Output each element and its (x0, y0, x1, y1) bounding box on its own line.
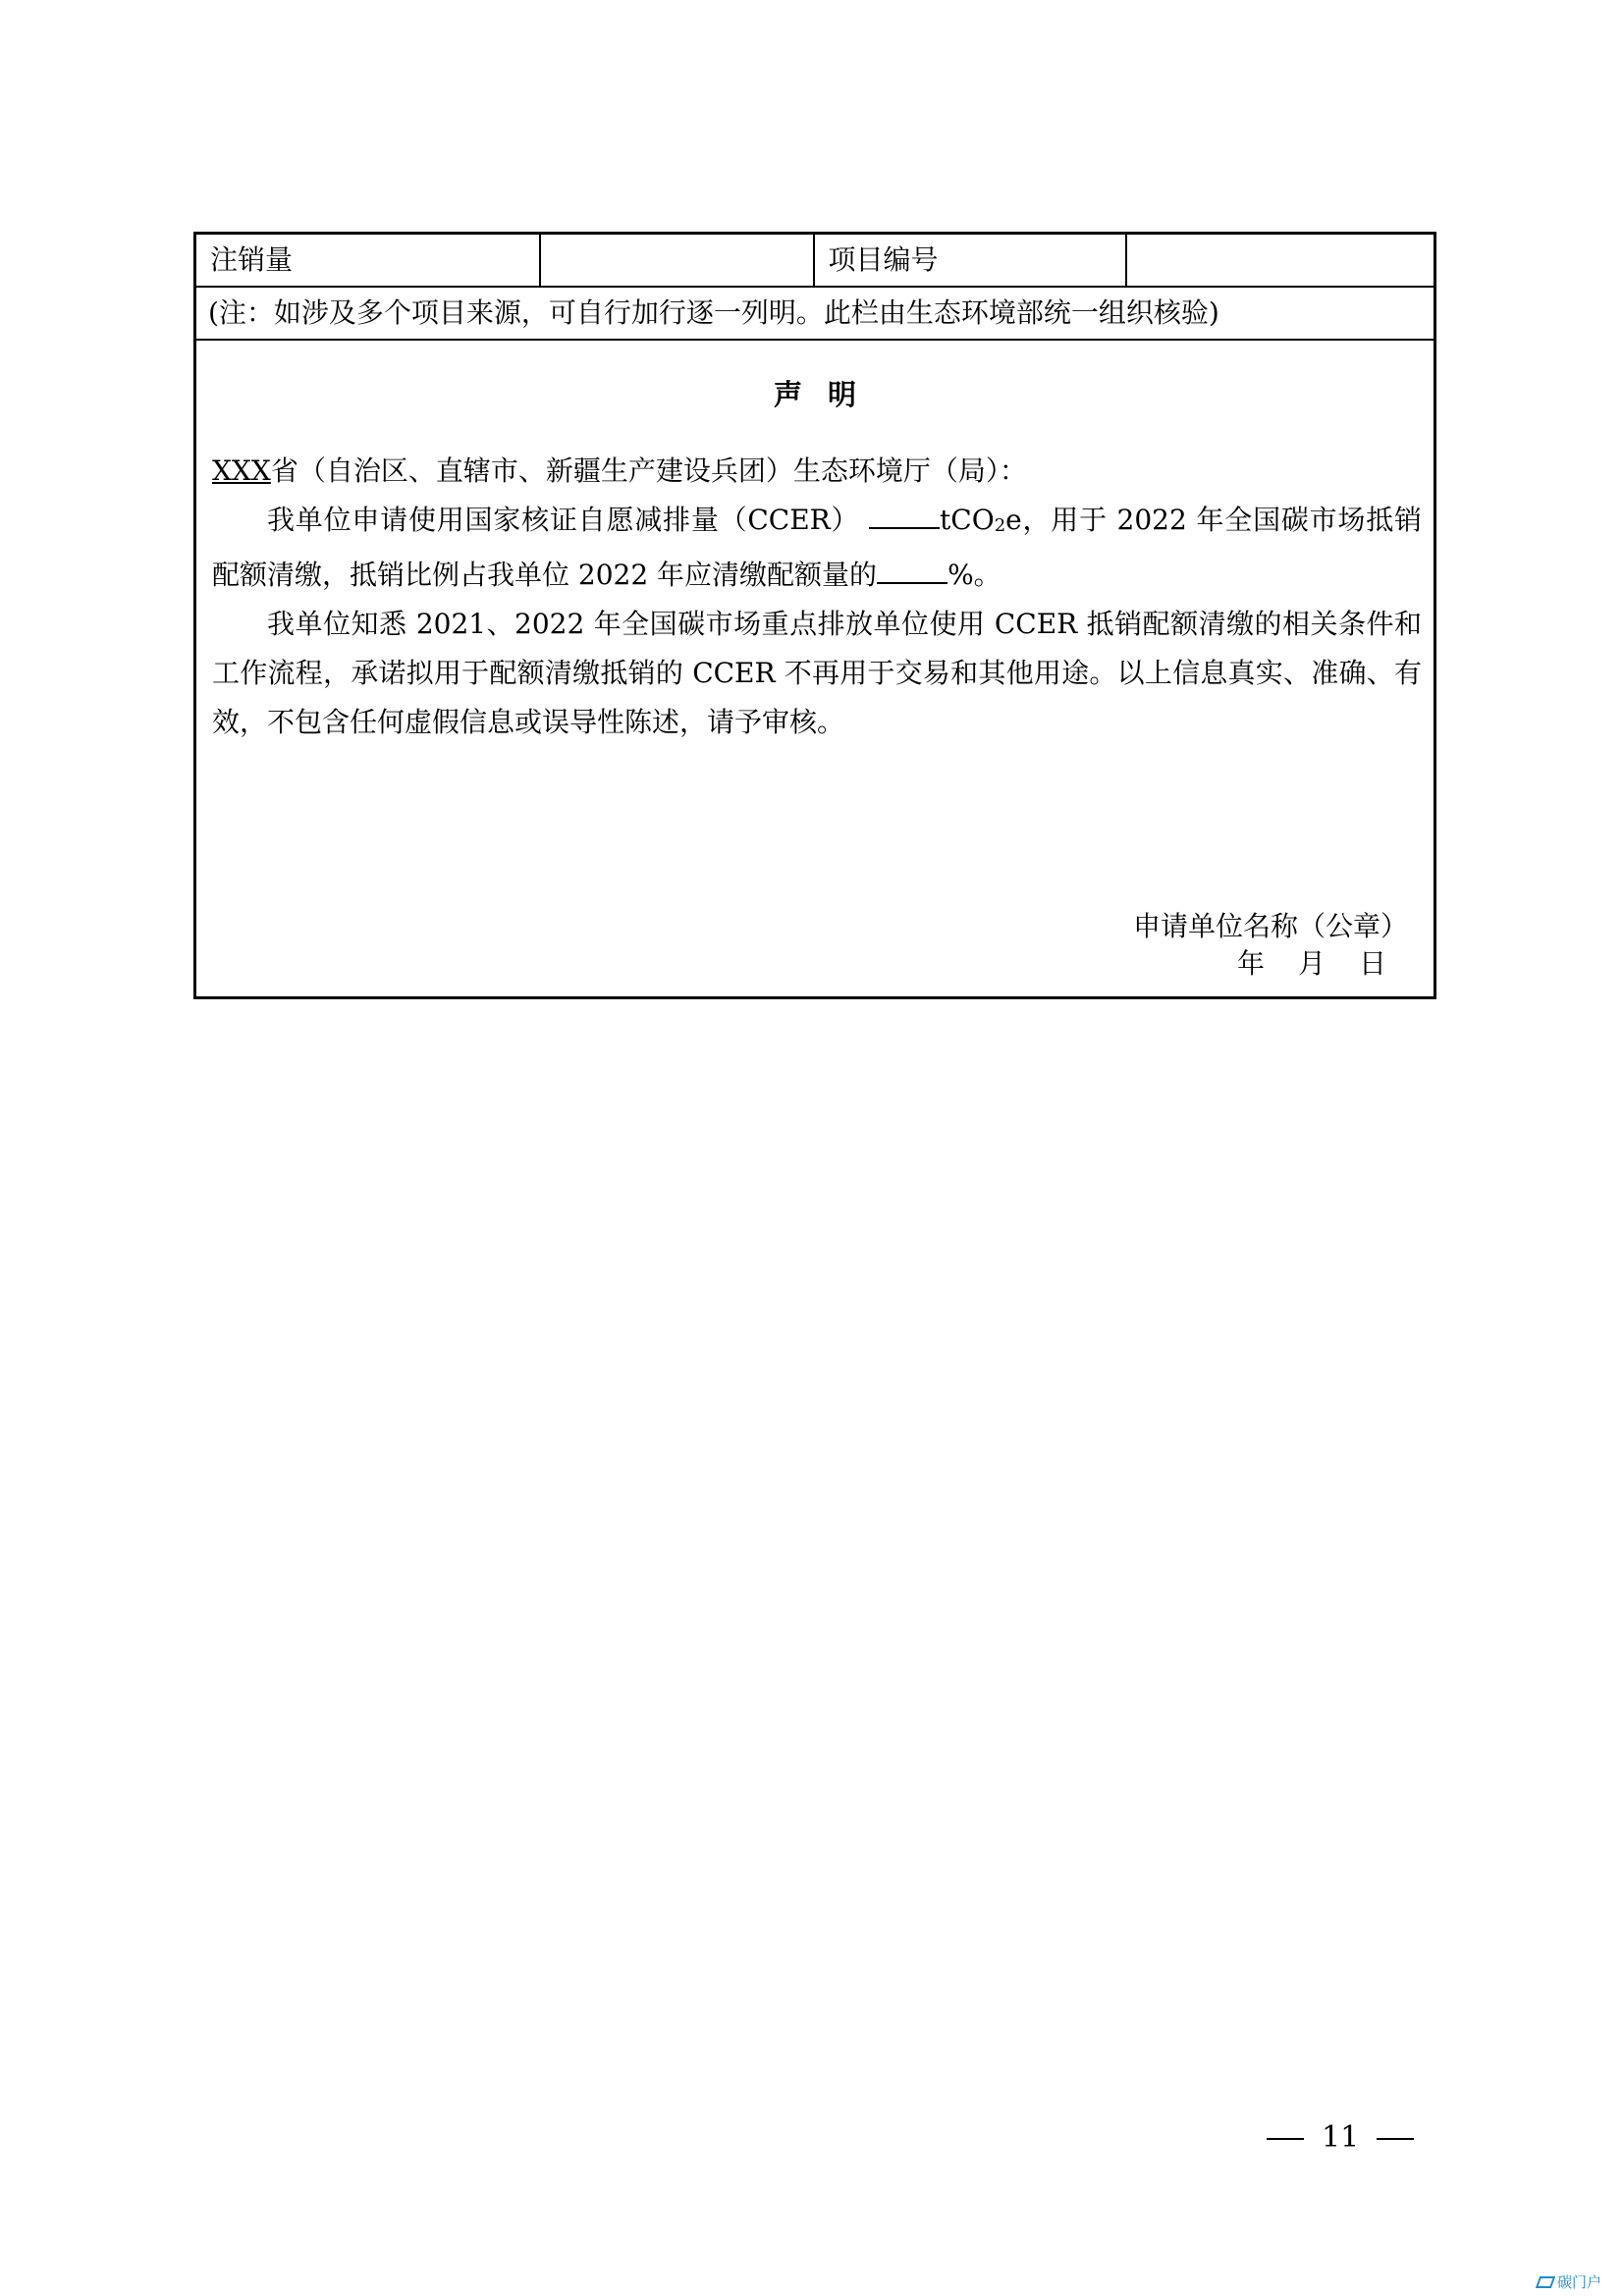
table-row (195, 340, 1435, 998)
unit-text: tCO (940, 504, 995, 536)
ccer-amount-blank[interactable] (869, 500, 940, 529)
paragraph-application-text-c: %。 (947, 559, 1001, 591)
signature-date (1133, 945, 1408, 983)
signature-block (1133, 908, 1408, 983)
signature-label: 申请单位名称（公章） (1132, 910, 1408, 942)
addressee-line (212, 447, 1422, 496)
table-row (195, 234, 1435, 288)
declaration-body (212, 447, 1422, 747)
date-day: 日 (1358, 947, 1386, 980)
cancel-amount-label: 注销量 (195, 234, 540, 288)
unit-subscript: 2 (994, 515, 1006, 536)
watermark-text: 碳门户 (1557, 2273, 1602, 2291)
watermark (1538, 2271, 1601, 2292)
declaration-cell (195, 340, 1435, 998)
paragraph-application-text-b: e，用于 2022 年全国碳市场抵销配额清缴，抵销比例占我单位 2022 年应清缴配额量的 (212, 504, 1423, 591)
table-row (195, 287, 1435, 340)
declaration (196, 341, 1434, 996)
page-number-value: 11 (1322, 2120, 1360, 2155)
addressee-province-placeholder: XXX (212, 454, 271, 487)
watermark-logo-icon (1536, 2276, 1555, 2288)
dash-right (1377, 2138, 1414, 2140)
dash-left (1267, 2138, 1304, 2140)
paragraph-application-text-a: 我单位申请使用国家核证自愿减排量（CCER） (267, 504, 860, 536)
table-note: (注：如涉及多个项目来源，可自行加行逐一列明。此栏由生态环境部统一组织核验) (195, 287, 1435, 340)
paragraph-commitment: 我单位知悉 2021、2022 年全国碳市场重点排放单位使用 CCER 抵销配额清缴的相关条件和工作流程，承诺拟用于配额清缴抵销的 CCER 不再用于交易和其他用途。以上信息真实、准确、有效，不包含任何虚假信息或误导性陈述，请予审核。 (212, 608, 1422, 738)
paragraph-application (212, 496, 1422, 600)
offset-ratio-blank[interactable] (877, 555, 947, 584)
declaration-title: 声明 (773, 378, 882, 411)
project-id-label: 项目编号 (814, 234, 1126, 288)
date-year: 年 (1236, 947, 1265, 980)
date-month: 月 (1297, 947, 1326, 980)
cancel-amount-field[interactable] (540, 234, 814, 288)
project-id-field[interactable] (1126, 234, 1435, 288)
offset-application-table (193, 232, 1436, 999)
addressee-text: 省（自治区、直辖市、新疆生产建设兵团）生态环境厅（局）： (270, 454, 1027, 487)
unit-tco2e (940, 504, 1005, 536)
page-number (1249, 2120, 1432, 2155)
